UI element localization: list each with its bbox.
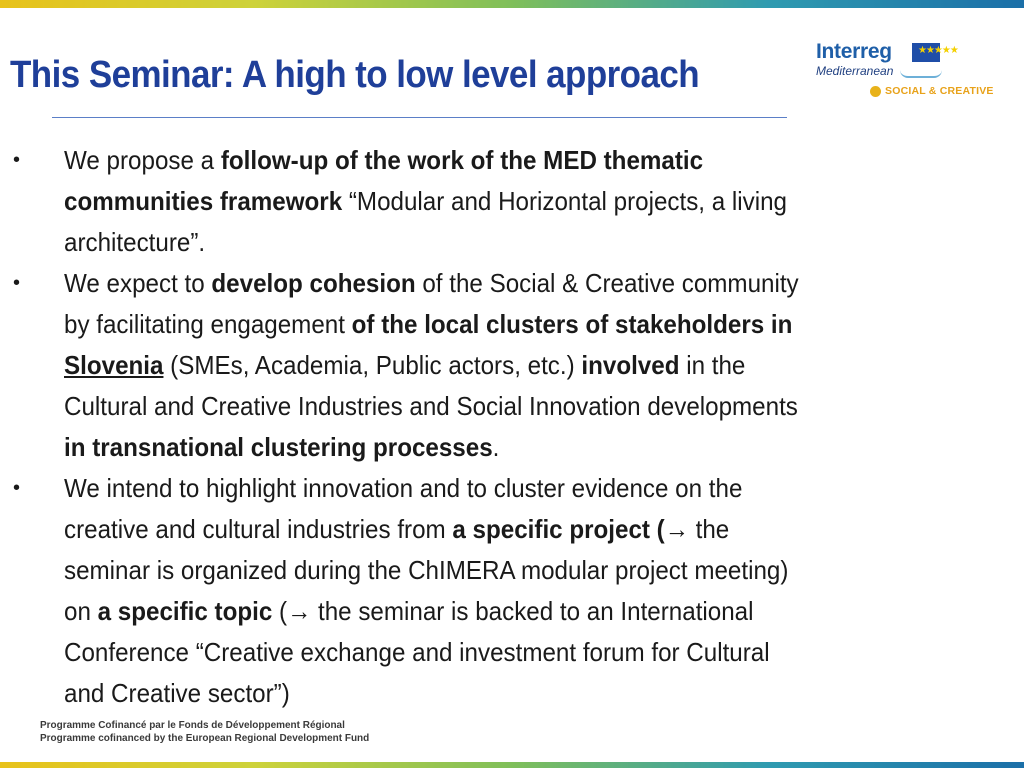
text-segment: seminar is organized during the ChIMERA modular project meeting) — [64, 555, 789, 585]
bullet-item — [0, 468, 1024, 714]
bullet-list — [0, 140, 1024, 714]
eu-stars: ★★★★★ — [918, 45, 958, 56]
bullet-dot-icon: • — [13, 477, 21, 499]
text-segment: on — [64, 596, 98, 626]
text-segment: architecture”. — [64, 227, 206, 257]
text-segment: creative and cultural industries from — [64, 514, 453, 544]
title-divider — [52, 117, 787, 118]
bullet-line — [64, 222, 948, 263]
bullet-text — [64, 468, 948, 714]
bullet-text — [64, 140, 948, 263]
bold-text: develop cohesion — [211, 268, 416, 298]
bold-text: → — [287, 596, 312, 626]
text-segment: Cultural and Creative Industries and Social Innovation developments — [64, 391, 798, 421]
wave-icon — [900, 70, 942, 78]
bullet-line — [64, 304, 948, 345]
bullet-item — [0, 263, 1024, 468]
bullet-line — [64, 550, 948, 591]
text-segment: We propose a — [64, 145, 221, 175]
footer-line-fr: Programme Cofinancé par le Fonds de Développement Régional — [40, 719, 345, 731]
badge-circle-icon — [870, 86, 881, 97]
bold-text: in transnational clustering processes — [64, 432, 493, 462]
bullet-line — [64, 263, 948, 304]
text-segment: “Modular and Horizontal projects, a living — [342, 186, 788, 216]
bullet-item — [0, 140, 1024, 263]
text-segment: and Creative sector”) — [64, 678, 290, 708]
text-segment: the — [688, 514, 730, 544]
text-segment: in the — [679, 350, 746, 380]
bullet-dot-icon: • — [13, 149, 21, 171]
text-segment: ( — [272, 596, 288, 626]
bullet-line — [64, 181, 948, 222]
bold-text: a specific topic — [97, 596, 273, 626]
text-segment: We intend to highlight innovation and to cluster evidence on the — [64, 473, 743, 503]
bullet-line — [64, 345, 948, 386]
text-segment: the seminar is backed to an International — [311, 596, 754, 626]
text-segment: . — [492, 432, 500, 462]
bold-text: of the local clusters of stakeholders in — [351, 309, 793, 339]
bullet-line — [64, 673, 948, 714]
logo-interreg-text: Interreg — [816, 40, 892, 63]
bullet-line — [64, 427, 948, 468]
bullet-line — [64, 386, 948, 427]
eu-flag-icon — [912, 43, 958, 62]
underlined-bold-text — [64, 350, 163, 380]
bullet-line — [64, 509, 948, 550]
logo-region-text: Mediterranean — [816, 64, 894, 78]
text-segment: We expect to — [64, 268, 212, 298]
bullet-line — [64, 140, 948, 181]
bold-text: communities framework — [64, 186, 343, 216]
footer-line-en: Programme cofinanced by the European Regional Development Fund — [40, 732, 370, 744]
text-segment: Conference “Creative exchange and investment forum for Cultural — [64, 637, 770, 667]
bullet-text — [64, 263, 948, 468]
bold-text: follow-up of the work of the MED thematic — [220, 145, 704, 175]
text-segment: (SMEs, Academia, Public actors, etc.) — [163, 350, 582, 380]
bullet-dot-icon: • — [13, 272, 21, 294]
bullet-line — [64, 591, 948, 632]
bold-text: → — [664, 514, 689, 544]
bold-text: a specific project ( — [452, 514, 665, 544]
text-segment: of the Social & Creative community — [415, 268, 799, 298]
bottom-gradient-bar — [0, 762, 1024, 768]
underline-text: Slovenia — [64, 350, 164, 380]
text-segment: by facilitating engagement — [64, 309, 352, 339]
bullet-line — [64, 632, 948, 673]
bullet-line — [64, 468, 948, 509]
slide-title: This Seminar: A high to low level approach — [10, 54, 700, 96]
logo-community-text: SOCIAL & CREATIVE — [885, 85, 994, 97]
top-gradient-bar — [0, 0, 1024, 8]
bold-text: involved — [581, 350, 680, 380]
interreg-logo — [812, 40, 1002, 106]
footer-funding-note — [40, 719, 369, 745]
